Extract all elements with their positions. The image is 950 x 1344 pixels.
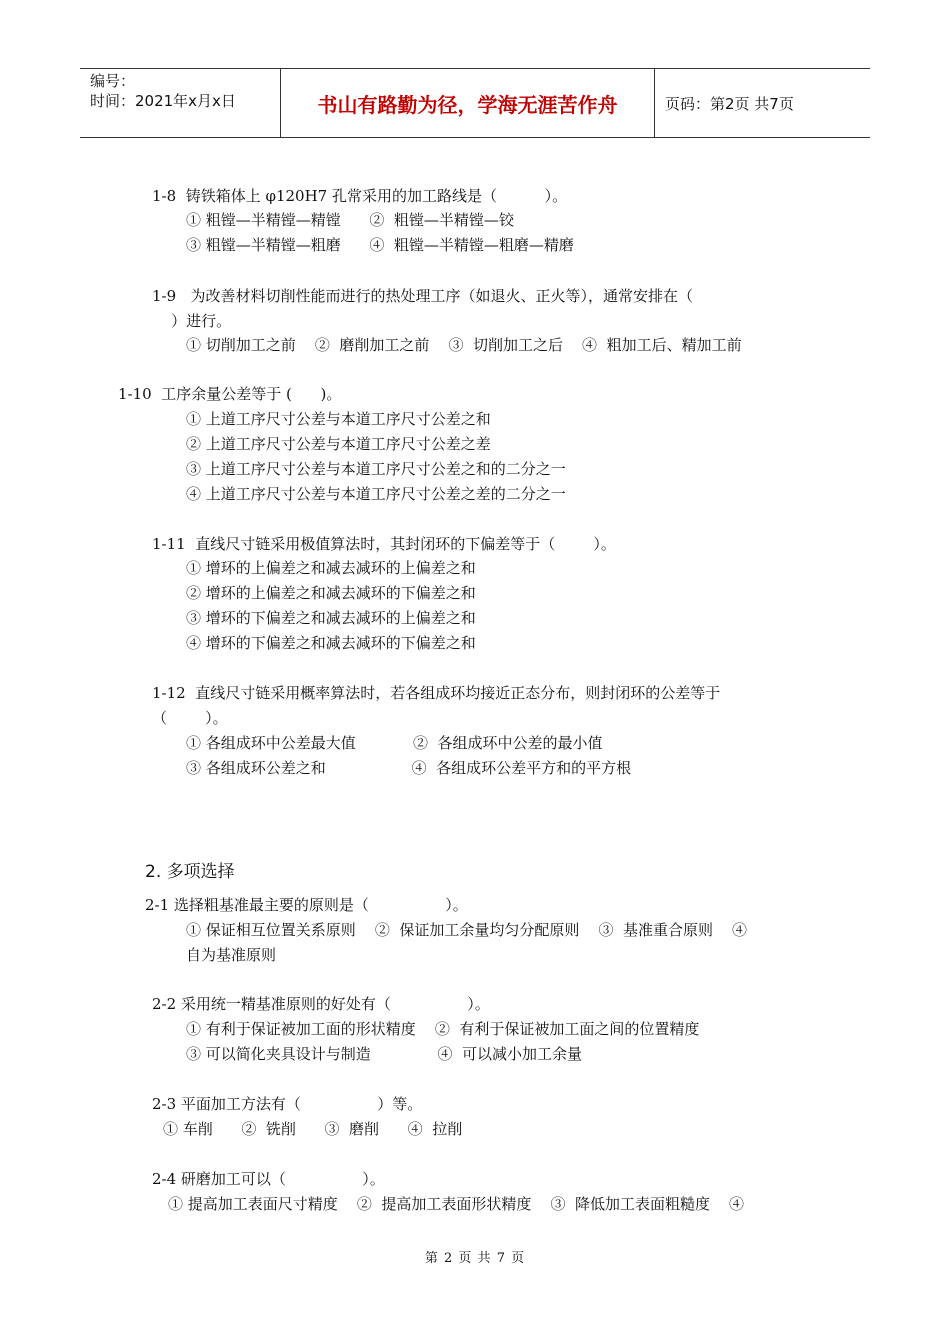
question-2-1-options-b: 自为基准原则 [186,946,277,964]
question-1-12-stem-cont: （ ）。 [152,709,228,727]
question-2-4-options: ① 提高加工表面尺寸精度 ② 提高加工表面形状精度 ③ 降低加工表面粗糙度 ④ [168,1195,745,1213]
question-1-12-options-a: ① 各组成环中公差最大值 ② 各组成环中公差的最小值 [186,734,603,752]
header-motto: 书山有路勤为径，学海无涯苦作舟 [317,92,618,117]
question-1-10-option-2: ② 上道工序尺寸公差与本道工序尺寸公差之差 [186,435,491,453]
question-2-3-options: ① 车削 ② 铣削 ③ 磨削 ④ 拉削 [163,1120,463,1138]
question-2-2-options-b: ③ 可以简化夹具设计与制造 ④ 可以减小加工余量 [186,1045,583,1063]
header-table [80,68,870,138]
question-1-11-option-4: ④ 增环的下偏差之和减去减环的下偏差之和 [186,634,476,652]
section-2-heading: 2. 多项选择 [145,862,235,882]
question-2-1-options-a: ① 保证相互位置关系原则 ② 保证加工余量均匀分配原则 ③ 基准重合原则 ④ [186,921,748,939]
number-label: 编号： [90,72,136,90]
header-page-label: 页码：第2页 共7页 [665,94,794,113]
question-1-12-options-b: ③ 各组成环公差之和 ④ 各组成环公差平方和的平方根 [186,759,632,777]
header-divider-right [654,69,655,137]
page-footer: 第 2 页 共 7 页 [424,1251,526,1266]
question-2-2-stem: 2-2 采用统一精基准原则的好处有（ ）。 [152,995,490,1013]
question-1-8-options-b: ③ 粗镗—半精镗—粗磨 ④ 粗镗—半精镗—粗磨—精磨 [186,236,574,254]
question-1-10-option-3: ③ 上道工序尺寸公差与本道工序尺寸公差之和的二分之一 [186,460,566,478]
question-1-10-option-4: ④ 上道工序尺寸公差与本道工序尺寸公差之差的二分之一 [186,485,566,503]
question-1-11-option-1: ① 增环的上偏差之和减去减环的上偏差之和 [186,559,476,577]
question-1-11-option-3: ③ 增环的下偏差之和减去减环的上偏差之和 [186,609,476,627]
time-label: 时间：2021年x月x日 [90,92,236,110]
question-1-8-stem: 1-8 铸铁箱体上 φ120H7 孔常采用的加工路线是（ ）。 [152,187,568,205]
question-1-10-stem: 1-10 工序余量公差等于 ( )。 [118,385,342,403]
question-1-9-options: ① 切削加工之前 ② 磨削加工之前 ③ 切削加工之后 ④ 粗加工后、精加工前 [186,336,742,354]
question-1-11-stem: 1-11 直线尺寸链采用极值算法时，其封闭环的下偏差等于（ ）。 [152,535,616,553]
question-1-9-stem: 1-9 为改善材料切削性能而进行的热处理工序（如退火、正火等），通常安排在（ [152,287,693,305]
question-2-4-stem: 2-4 研磨加工可以（ ）。 [152,1170,385,1188]
question-1-9-stem-cont: ）进行。 [152,312,232,330]
question-2-1-stem: 2-1 选择粗基准最主要的原则是（ ）。 [145,896,468,914]
header-left-cell [90,71,236,111]
question-2-2-options-a: ① 有利于保证被加工面的形状精度 ② 有利于保证被加工面之间的位置精度 [186,1020,700,1038]
question-2-3-stem: 2-3 平面加工方法有（ ）等。 [152,1095,423,1113]
question-1-11-option-2: ② 增环的上偏差之和减去减环的下偏差之和 [186,584,476,602]
question-1-12-stem: 1-12 直线尺寸链采用概率算法时，若各组成环均接近正态分布，则封闭环的公差等于 [152,684,721,702]
question-1-8-options-a: ① 粗镗—半精镗—精镗 ② 粗镗—半精镗—铰 [186,211,514,229]
question-1-10-option-1: ① 上道工序尺寸公差与本道工序尺寸公差之和 [186,410,491,428]
